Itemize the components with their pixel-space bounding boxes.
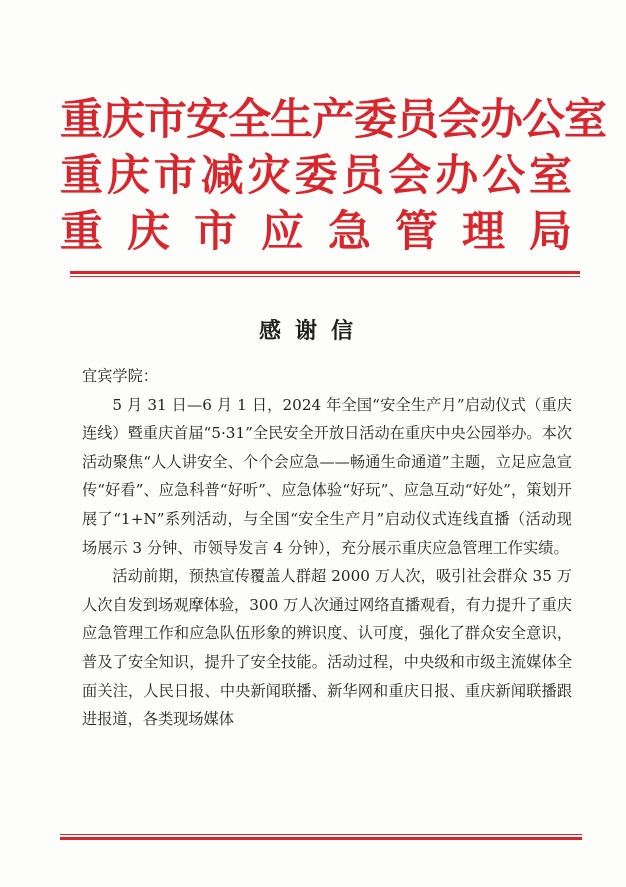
letterhead	[60, 92, 606, 260]
letterhead-line-3: 重 庆 市 应 急 管 理 局	[60, 207, 572, 257]
footer-rule-thin	[60, 834, 582, 835]
letter-body	[82, 362, 572, 734]
letterhead-rule-thick	[70, 271, 580, 274]
letterhead-line-1: 重庆市安全生产委员会办公室	[60, 95, 606, 145]
letter-title: 感谢信	[258, 319, 367, 344]
letterhead-line-2: 重庆市减灾委员会办公室	[60, 151, 572, 201]
paragraph-1: 5 月 31 日—6 月 1 日，2024 年全国“安全生产月”启动仪式（重庆连线）暨重庆首届“5·31”全民安全开放日活动在重庆中央公园举办。本次活动聚焦“人人讲安全、个个会应急——畅通生命通道”主题，立足应急宣传“好看”、应急科普“好听”、应急体验“好玩”、应急互动“好处”，策划开展了“1+N”系列活动，与全国“安全生产月”启动仪式连线直播（活动现场展示 3 分钟、市领导发言 4 分钟），充分展示重庆应急管理工作实绩。	[82, 395, 572, 557]
footer-rule-thick	[60, 837, 582, 840]
paragraph-2: 活动前期，预热宣传覆盖人群超 2000 万人次，吸引社会群众 35 万人次自发到场观摩体验，300 万人次通过网络直播观看，有力提升了重庆应急管理工作和应急队伍形象的辨识度、认可度，强化了群众安全意识，普及了安全知识，提升了安全技能。活动过程，中央级和市级主流媒体全面关注，人民日报、中央新闻联播、新华网和重庆日报、重庆新闻联播跟进报道，各类现场媒体	[82, 567, 572, 729]
salutation: 宜宾学院：	[82, 367, 158, 385]
letterhead-rule-thin	[70, 276, 580, 277]
